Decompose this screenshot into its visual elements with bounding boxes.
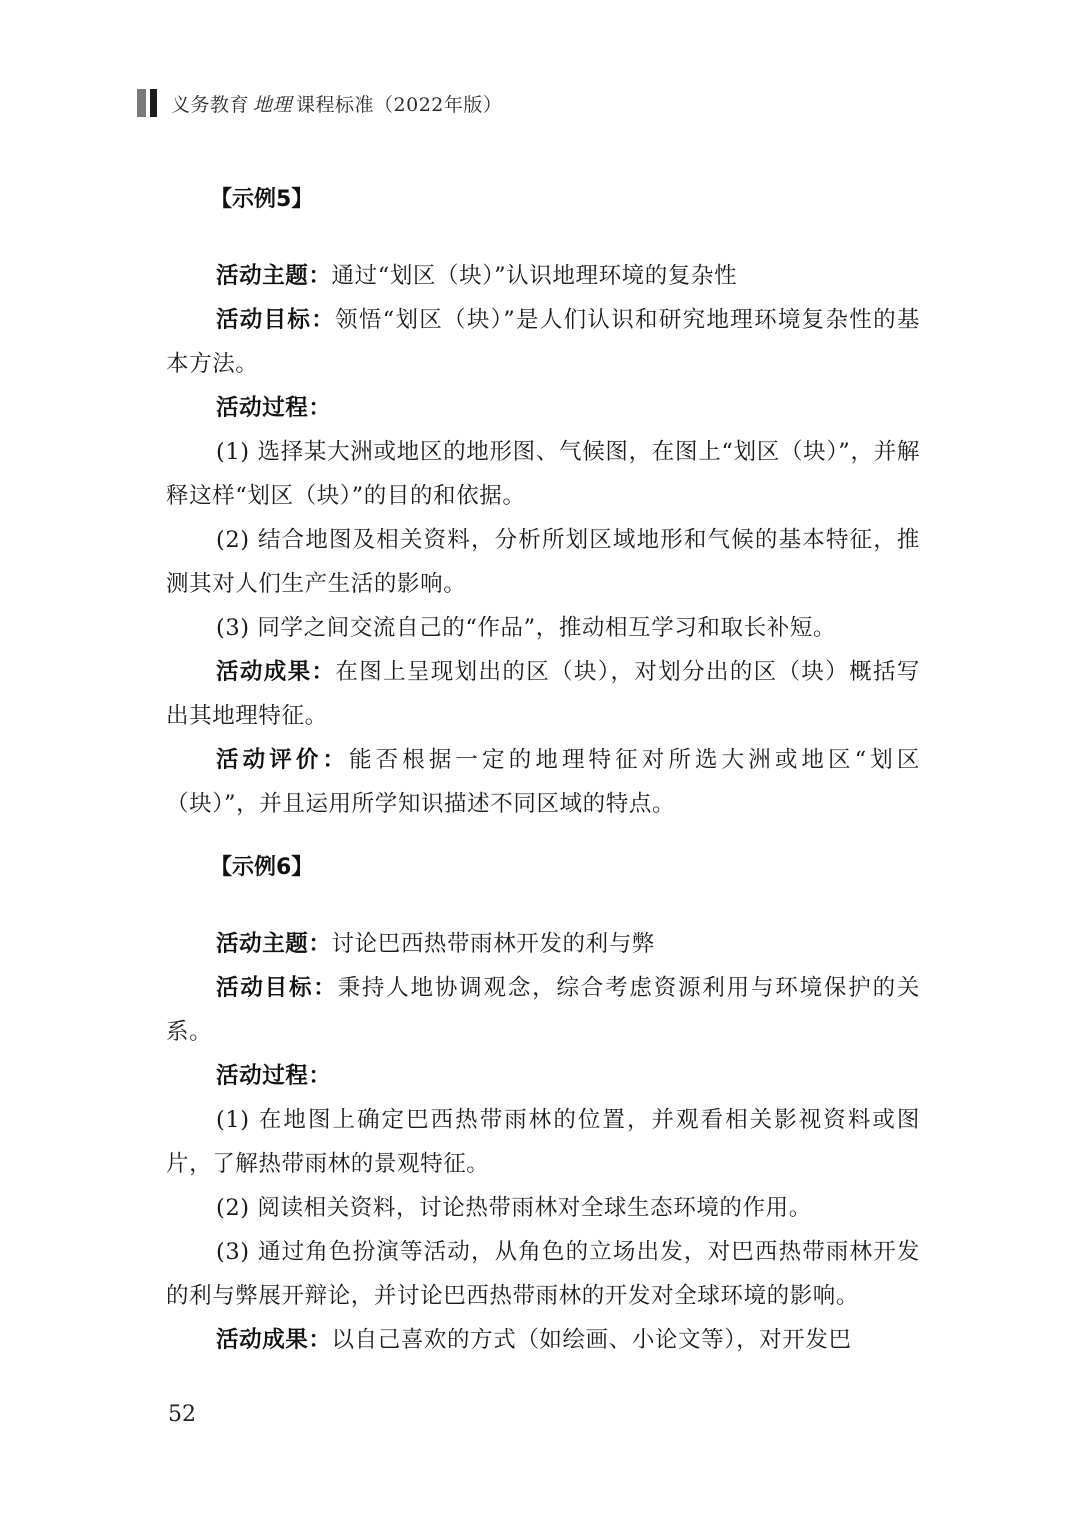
ex6-process-heading (166, 1054, 920, 1098)
running-head (137, 88, 502, 118)
header-subject: 地理 (253, 93, 293, 116)
ex5-step-3: (3) 同学之间交流自己的“作品”，推动相互学习和取长补短。 (216, 615, 837, 641)
ex5-eval (166, 738, 920, 826)
ex5-eval-label: 活动评价： (216, 747, 350, 773)
ex6-process-label: 活动过程： (216, 1063, 332, 1089)
ex5-goal (166, 298, 920, 386)
example-5-title: 【示例5】 (210, 187, 314, 212)
ex5-eval-text: 能否根据一定的地理特征对所选大洲或地区“划区（块）”，并且运用所学知识描述不同区域的特点。 (166, 747, 920, 817)
ex5-step-2: (2) 结合地图及相关资料，分析所划区域地形和气候的基本特征，推测其对人们生产生活的影响。 (166, 527, 920, 597)
ex6-step-3: (3) 通过角色扮演等活动，从角色的立场出发，对巴西热带雨林开发的利与弊展开辩论，并讨论巴西热带雨林的开发对全球环境的影响。 (166, 1239, 920, 1309)
ex5-result-text: 在图上呈现划出的区（块），对划分出的区（块）概括写出其地理特征。 (166, 659, 920, 729)
example-6-title: 【示例6】 (210, 855, 314, 880)
ex6-goal (166, 966, 920, 1054)
ex5-goal-label: 活动目标： (216, 307, 336, 333)
running-head-text (171, 90, 502, 117)
ex5-theme-text: 通过“划区（块）”认识地理环境的复杂性 (331, 263, 738, 289)
ex5-theme-label: 活动主题： (216, 263, 332, 289)
grey-bar (137, 89, 146, 117)
ex6-goal-label: 活动目标： (216, 975, 338, 1001)
ex5-goal-text: 领悟“划区（块）”是人们认识和研究地理环境复杂性的基本方法。 (166, 307, 920, 377)
header-suffix: 课程标准（2022年版） (296, 93, 503, 116)
header-prefix: 义务教育 (171, 93, 250, 116)
ex6-step-1: (1) 在地图上确定巴西热带雨林的位置，并观看相关影视资料或图片，了解热带雨林的景观特征。 (166, 1107, 920, 1177)
ex6-result (166, 1318, 920, 1362)
ex6-step-2: (2) 阅读相关资料，讨论热带雨林对全球生态环境的作用。 (216, 1195, 812, 1221)
main-content (166, 180, 920, 1362)
page-number: 52 (168, 1402, 196, 1427)
header-bars-decoration (137, 89, 161, 117)
ex6-goal-text: 秉持人地协调观念，综合考虑资源利用与环境保护的关系。 (166, 975, 920, 1045)
ex5-step-1: (1) 选择某大洲或地区的地形图、气候图，在图上“划区（块）”，并解释这样“划区（块）”的目的和依据。 (166, 439, 920, 509)
ex6-theme-text: 讨论巴西热带雨林开发的利与弊 (331, 931, 655, 957)
ex5-result (166, 650, 920, 738)
ex5-result-label: 活动成果： (216, 659, 336, 685)
black-bar (150, 89, 157, 117)
ex5-process-heading (166, 386, 920, 430)
ex6-result-text: 以自己喜欢的方式（如绘画、小论文等），对开发巴 (331, 1327, 852, 1353)
ex5-theme (166, 254, 920, 298)
ex6-theme (166, 922, 920, 966)
ex6-theme-label: 活动主题： (216, 931, 332, 957)
ex6-result-label: 活动成果： (216, 1327, 332, 1353)
ex5-process-label: 活动过程： (216, 395, 332, 421)
